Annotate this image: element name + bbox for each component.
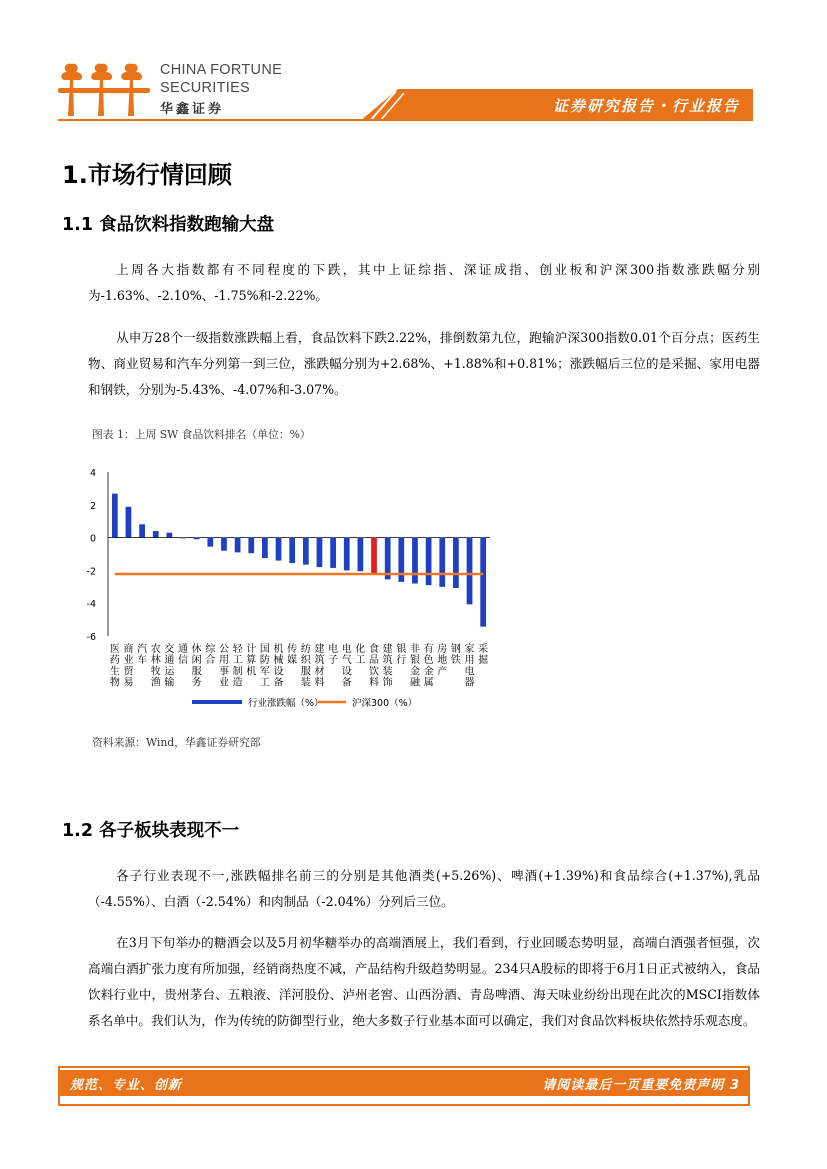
category-label-char: 食 bbox=[369, 644, 380, 655]
legend-line-label: 沪深300（%） bbox=[352, 698, 418, 709]
category-label-char: 材 bbox=[314, 666, 325, 678]
category-label-char: 房 bbox=[437, 644, 448, 655]
category-label-char: 饰 bbox=[382, 677, 393, 689]
y-tick-label: 0 bbox=[89, 533, 96, 545]
category-label-char: 物 bbox=[109, 677, 120, 689]
category-label-char: 行 bbox=[396, 655, 407, 667]
y-tick-label: 2 bbox=[89, 500, 96, 512]
category-label-char: 装 bbox=[300, 677, 311, 689]
category-label-char: 军 bbox=[259, 666, 270, 678]
category-label-char: 机 bbox=[246, 666, 257, 678]
category-label-char: 汽 bbox=[137, 644, 148, 655]
category-label-char: 纺 bbox=[300, 644, 311, 655]
category-label-char: 轻 bbox=[232, 644, 243, 655]
bar-食品饮料 bbox=[371, 538, 377, 574]
category-label-char: 铁 bbox=[450, 655, 461, 667]
footer-slogan: 规范、专业、创新 bbox=[70, 1078, 183, 1093]
category-label-char: 输 bbox=[164, 677, 175, 689]
y-tick-label: -4 bbox=[86, 599, 96, 611]
category-label-char: 用 bbox=[464, 655, 475, 667]
section-title-1: 1.市场行情回顾 bbox=[62, 161, 232, 189]
bar-家用电器 bbox=[467, 538, 473, 605]
category-label-char: 属 bbox=[423, 677, 434, 689]
category-label-char: 防 bbox=[259, 655, 270, 667]
category-label-char: 银 bbox=[409, 655, 420, 667]
category-label-char: 服 bbox=[191, 666, 202, 678]
bar-商业贸易 bbox=[126, 507, 132, 538]
bar-电气设备 bbox=[344, 538, 350, 571]
logo-text-line1: CHINA FORTUNE bbox=[160, 62, 283, 78]
logo-text-line2: SECURITIES bbox=[160, 80, 251, 96]
legend-bar-label: 行业涨跌幅（%） bbox=[248, 698, 324, 709]
figure-source: 资料来源：Wind，华鑫证券研究部 bbox=[92, 736, 261, 749]
category-label-char: 林 bbox=[150, 655, 161, 667]
category-label-char: 贸 bbox=[123, 666, 134, 678]
category-label-char: 家 bbox=[464, 644, 475, 655]
bar-房地产 bbox=[439, 538, 445, 587]
category-label-char: 生 bbox=[109, 666, 120, 678]
category-label-char: 综 bbox=[205, 644, 216, 655]
category-label-char: 电 bbox=[464, 666, 475, 678]
bar-建筑材料 bbox=[317, 538, 323, 568]
section-title-1-1: 1.1 食品饮料指数跑输大盘 bbox=[62, 215, 275, 235]
category-label-char: 有 bbox=[423, 644, 434, 655]
category-label-char: 运 bbox=[164, 666, 175, 678]
category-label-char: 用 bbox=[218, 655, 229, 667]
category-label-char: 化 bbox=[355, 644, 366, 655]
category-label-char: 融 bbox=[409, 677, 420, 689]
category-label-char: 公 bbox=[218, 644, 229, 655]
y-tick-label: -2 bbox=[86, 566, 96, 578]
bar-机械设备 bbox=[276, 538, 282, 561]
category-label-char: 车 bbox=[137, 655, 148, 667]
category-label-char: 事 bbox=[218, 666, 229, 678]
category-label-char: 交 bbox=[164, 644, 175, 655]
category-label-char: 筑 bbox=[382, 655, 393, 667]
category-label-char: 信 bbox=[178, 655, 189, 667]
footer-disclaimer-page: 请阅读最后一页重要免责声明 3 bbox=[542, 1078, 740, 1093]
bar-交通运输 bbox=[167, 533, 173, 538]
category-label-char: 制 bbox=[232, 666, 243, 678]
category-label-char: 采 bbox=[478, 644, 489, 655]
logo-text-cn: 华鑫证券 bbox=[160, 102, 225, 117]
category-label-char: 业 bbox=[218, 677, 229, 689]
category-label-char: 装 bbox=[382, 666, 393, 678]
category-label-char: 料 bbox=[369, 677, 380, 689]
bar-汽车 bbox=[139, 524, 145, 537]
category-label-char: 筑 bbox=[314, 655, 325, 667]
category-label-char: 饮 bbox=[369, 666, 380, 678]
category-label-char: 通 bbox=[178, 644, 189, 655]
category-label-char: 织 bbox=[300, 655, 311, 667]
category-label-char: 计 bbox=[246, 644, 257, 655]
category-label-char: 建 bbox=[314, 644, 325, 655]
category-label-char: 设 bbox=[273, 666, 284, 678]
category-label-char: 工 bbox=[259, 677, 270, 689]
category-label-char: 色 bbox=[423, 655, 434, 667]
category-label-char: 媒 bbox=[287, 655, 298, 667]
bar-通信 bbox=[180, 538, 186, 539]
bar-采掘 bbox=[480, 538, 486, 627]
category-label-char: 备 bbox=[273, 677, 284, 689]
bar-农林牧渔 bbox=[153, 531, 159, 538]
figure-caption: 图表 1：上周 SW 食品饮料排名（单位：%） bbox=[92, 428, 311, 441]
bar-非银金融 bbox=[412, 538, 418, 584]
category-label-char: 农 bbox=[150, 644, 161, 655]
y-tick-label: -6 bbox=[86, 632, 96, 643]
bar-化工 bbox=[358, 538, 364, 572]
category-label-char: 医 bbox=[109, 644, 120, 655]
category-label-char: 金 bbox=[409, 666, 420, 678]
category-label-char: 业 bbox=[123, 655, 134, 667]
category-label-char: 药 bbox=[109, 655, 120, 667]
category-label-char: 气 bbox=[341, 655, 352, 667]
category-label-char: 建 bbox=[382, 644, 393, 655]
bar-国防军工 bbox=[262, 538, 268, 559]
company-logo-icon bbox=[58, 60, 150, 118]
category-label-char: 造 bbox=[232, 677, 243, 689]
category-label-char: 设 bbox=[341, 666, 352, 678]
category-label-char: 电 bbox=[341, 644, 352, 655]
paragraph-1-1-b: 从申万28个一级指数涨跌幅上看，食品饮料下跌2.22%，排倒数第九位，跑输沪深300指数0.01个百分点；医药生物、商业贸易和汽车分列第一到三位，涨跌幅分别为+2.68%、+1.88%和+0.81%；涨跌幅后三位的是采掘、家用电器和钢铁，分别为-5.43%、-4.07%和-3.07%。 bbox=[88, 330, 760, 397]
category-label-char: 机 bbox=[273, 644, 284, 655]
section-title-1-2: 1.2 各子板块表现不一 bbox=[62, 821, 240, 841]
category-label-char: 地 bbox=[437, 655, 448, 667]
category-label-char: 子 bbox=[328, 655, 339, 667]
bar-电子 bbox=[330, 538, 336, 568]
bar-休闲服务 bbox=[194, 538, 200, 540]
category-label-char: 品 bbox=[369, 655, 380, 667]
bar-有色金属 bbox=[426, 538, 432, 586]
header-rule bbox=[58, 119, 752, 121]
bar-传媒 bbox=[289, 538, 295, 563]
category-label-char: 器 bbox=[464, 677, 475, 689]
paragraph-1-1-a: 上周各大指数都有不同程度的下跌，其中上证综指、深证成指、创业板和沪深300指数涨跌幅分别为-1.63%、-2.10%、-1.75%和-2.22%。 bbox=[88, 262, 760, 303]
category-label-char: 合 bbox=[205, 655, 216, 667]
bar-医药生物 bbox=[112, 494, 118, 538]
category-label-char: 工 bbox=[355, 655, 366, 667]
category-label-char: 备 bbox=[341, 677, 352, 689]
category-label-char: 银 bbox=[396, 644, 407, 655]
category-label-char: 非 bbox=[409, 644, 420, 655]
paragraph-1-2-a: 各子行业表现不一,涨跌幅排名前三的分别是其他酒类(+5.26%)、啤酒(+1.39%)和食品综合(+1.37%),乳品（-4.55%）、白酒（-2.54%）和肉制品（-2.04%）分列后三位。 bbox=[88, 868, 760, 909]
category-label-char: 国 bbox=[259, 644, 270, 655]
bar-纺织服装 bbox=[303, 538, 309, 565]
bar-计算机 bbox=[248, 538, 254, 554]
report-type-label: 证券研究报告・行业报告 bbox=[552, 97, 740, 115]
category-label-char: 牧 bbox=[150, 666, 161, 678]
category-label-char: 休 bbox=[191, 644, 202, 655]
industry-return-chart bbox=[60, 460, 510, 715]
category-label-char: 产 bbox=[437, 666, 448, 678]
bar-钢铁 bbox=[453, 538, 459, 588]
paragraph-1-2-b: 在3月下旬举办的糖酒会以及5月初华糖举办的高端酒展上，我们看到，行业回暖态势明显，高端白酒强者恒强，次高端白酒扩张力度有所加强，经销商热度不减，产品结构升级趋势明显。234只A股标的即将于6月1日正式被纳入，食品饮料行业中，贵州茅台、五粮液、洋河股份、泸州老窖、山西汾酒、青岛啤酒、海天味业纷纷出现在此次的MSCI指数体系名单中。我们认为，作为传统的防御型行业，绝大多数子行业基本面可以确定，我们对食品饮料板块依然持乐观态度。 bbox=[88, 935, 760, 1028]
category-label-char: 料 bbox=[314, 677, 325, 689]
category-label-char: 掘 bbox=[478, 655, 489, 667]
category-label-char: 商 bbox=[123, 644, 134, 655]
category-label-char: 务 bbox=[191, 677, 202, 689]
category-label-char: 通 bbox=[164, 655, 175, 667]
bar-综合 bbox=[207, 538, 213, 547]
category-label-char: 渔 bbox=[150, 677, 161, 689]
y-tick-label: 4 bbox=[89, 468, 96, 479]
category-label-char: 易 bbox=[123, 677, 134, 689]
category-label-char: 钢 bbox=[450, 644, 461, 655]
category-label-char: 电 bbox=[328, 644, 339, 655]
category-label-char: 金 bbox=[423, 666, 434, 678]
category-label-char: 服 bbox=[300, 666, 311, 678]
category-label-char: 械 bbox=[273, 655, 284, 667]
category-label-char: 闲 bbox=[191, 655, 202, 667]
bar-公用事业 bbox=[221, 538, 227, 551]
category-label-char: 算 bbox=[246, 655, 257, 667]
category-label-char: 工 bbox=[232, 655, 243, 667]
category-label-char: 传 bbox=[287, 644, 298, 655]
bar-轻工制造 bbox=[235, 538, 241, 553]
